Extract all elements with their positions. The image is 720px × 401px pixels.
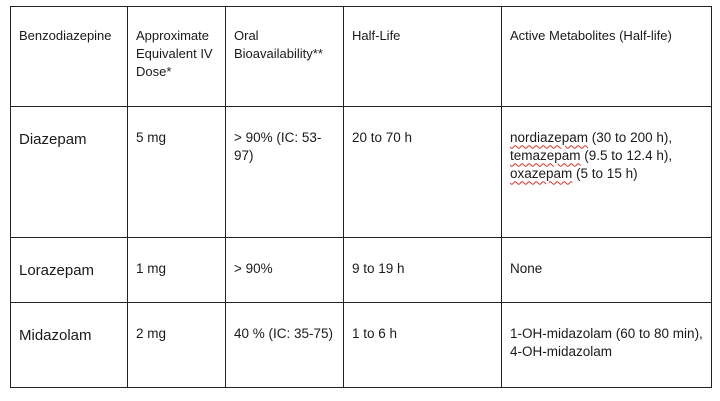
metabolite-detail: 4-OH-midazolam: [510, 343, 613, 359]
metabolite-detail: 1-OH-midazolam (60 to 80 min),: [510, 325, 703, 341]
metabolites-cell: [502, 107, 712, 237]
metabolite-line: [510, 325, 703, 343]
metabolite-detail: (9.5 to 12.4 h),: [580, 148, 673, 164]
drug-name-cell: Lorazepam: [11, 237, 128, 302]
benzodiazepine-table: [10, 6, 712, 388]
header-half-life: Half-Life: [344, 7, 502, 107]
half-life-cell: 9 to 19 h: [344, 237, 502, 302]
metabolites-cell: [502, 237, 712, 302]
metabolite-term: nordiazepam: [510, 130, 589, 146]
bioavailability-cell: 40 % (IC: 35-75): [226, 302, 344, 387]
metabolite-line: [510, 129, 703, 147]
metabolite-term: temazepam: [510, 148, 581, 164]
metabolite-detail: (30 to 200 h),: [588, 130, 673, 146]
half-life-cell: 20 to 70 h: [344, 107, 502, 237]
bioavailability-cell: > 90% (IC: 53-97): [226, 107, 344, 237]
header-active-metabolites: Active Metabolites (Half-life): [502, 7, 712, 107]
drug-name-cell: Midazolam: [11, 302, 128, 387]
dose-cell: 1 mg: [128, 237, 226, 302]
header-benzodiazepine: Benzodiazepine: [11, 7, 128, 107]
drug-name-cell: Diazepam: [11, 107, 128, 237]
table-header-row: [11, 7, 712, 107]
half-life-cell: 1 to 6 h: [344, 302, 502, 387]
header-oral-bioavailability: Oral Bioavailability**: [226, 7, 344, 107]
metabolite-line: [510, 260, 703, 278]
metabolite-line: [510, 165, 703, 183]
metabolite-detail: (5 to 15 h): [572, 166, 638, 182]
bioavailability-cell: > 90%: [226, 237, 344, 302]
metabolite-line: [510, 147, 703, 165]
dose-cell: 5 mg: [128, 107, 226, 237]
metabolite-line: [510, 343, 703, 361]
metabolite-detail: None: [510, 260, 543, 276]
metabolites-cell: [502, 302, 712, 387]
table-row: [11, 107, 712, 237]
table-row: [11, 302, 712, 387]
dose-cell: 2 mg: [128, 302, 226, 387]
metabolite-term: oxazepam: [510, 166, 573, 182]
header-equivalent-dose: Approximate Equivalent IV Dose*: [128, 7, 226, 107]
table-row: [11, 237, 712, 302]
